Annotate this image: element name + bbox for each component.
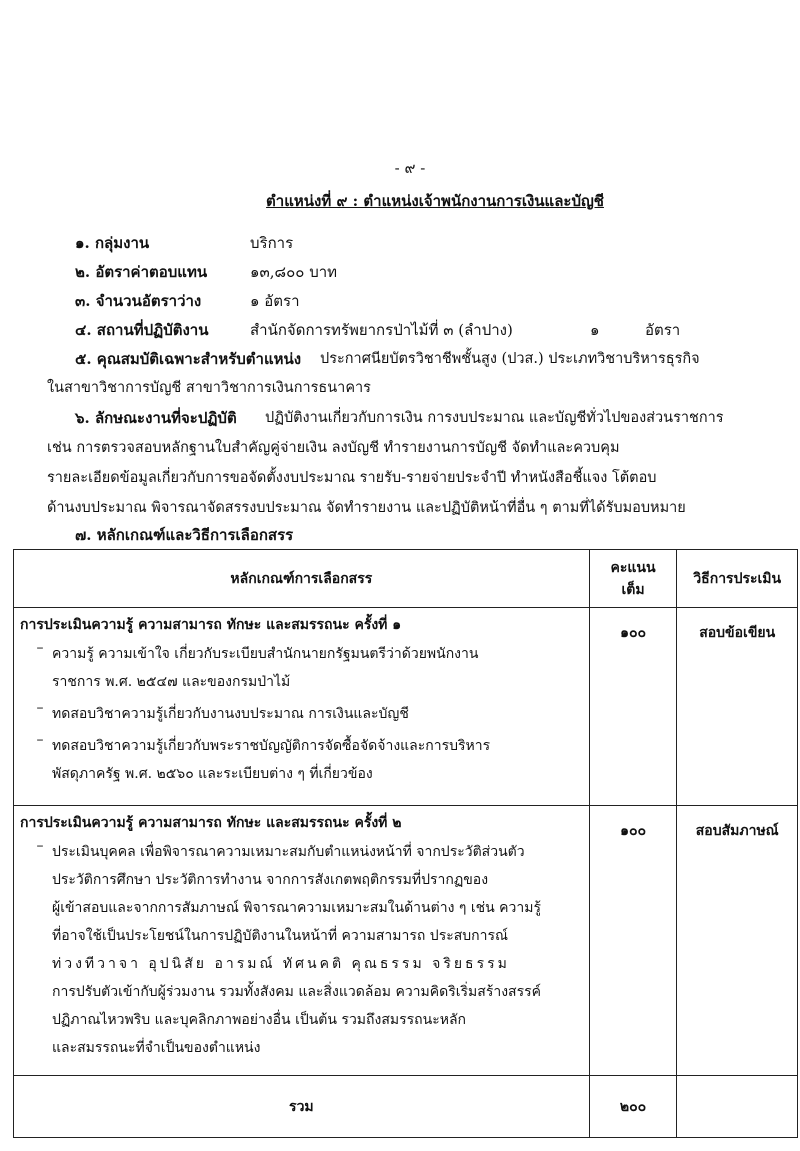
- qualification-label: ๕. คุณสมบัติเฉพาะสำหรับตำแหน่ง: [75, 350, 302, 368]
- header-criteria: หลักเกณฑ์การเลือกสรร: [14, 550, 590, 608]
- round2-line3: ผู้เข้าสอบและจากการสัมภาษณ์ พิจารณาความเหมาะสมในด้านต่าง ๆ เช่น ความรู้: [52, 900, 541, 916]
- table-total-row: [14, 1076, 798, 1138]
- total-method-empty: [677, 1076, 798, 1138]
- table-row: [14, 608, 798, 806]
- round2-method: สอบสัมภาษณ์: [677, 806, 798, 1076]
- round2-line6: การปรับตัวเข้ากับผู้ร่วมงาน รวมทั้งสังคม และสิ่งแวดล้อม ความคิดริเริ่มสร้างสรรค์: [52, 984, 541, 1000]
- round2-line2: ประวัติการศึกษา ประวัติการทำงาน จากการสังเกตพฤติกรรมที่ปรากฏของ: [52, 872, 489, 888]
- round2-line8: และสมรรถนะที่จำเป็นของตำแหน่ง: [52, 1040, 261, 1056]
- round1-item3-line2: พัสดุภาครัฐ พ.ศ. ๒๕๖๐ และระเบียบต่าง ๆ ที่เกี่ยวข้อง: [52, 766, 373, 782]
- duties-line4: ด้านงบประมาณ พิจารณาจัดสรรงบประมาณ จัดทำรายงาน และปฏิบัติหน้าที่อื่น ๆ ตามที่ได้รับมอบหมาย: [47, 500, 686, 516]
- round2-line5: ท่วงทีวาจา อุปนิสัย อารมณ์ ทัศนคติ คุณธรรม จริยธรรม: [52, 956, 510, 972]
- list-item: – ความรู้ ความเข้าใจ เกี่ยวกับระเบียบสำนักนายกรัฐมนตรีว่าด้วยพนักงาน ราชการ พ.ศ. ๒๕๔๗ และของกรมป่าไม้: [14, 638, 589, 698]
- round2-score: ๑๐๐: [589, 806, 677, 1076]
- header-score-line1: คะแนน: [610, 559, 656, 576]
- duties-line1: ปฏิบัติงานเกี่ยวกับการเงิน การงบประมาณ และบัญชีทั่วไปของส่วนราชการ: [265, 410, 724, 426]
- round1-item2-line1: ทดสอบวิชาความรู้เกี่ยวกับงานงบประมาณ การเงินและบัญชี: [52, 706, 409, 722]
- detail-label-compensation: ๒. อัตราค่าตอบแทน: [75, 263, 208, 281]
- round2-line7: ปฏิภาณไหวพริบ และบุคลิกภาพอย่างอื่น เป็นต้น รวมถึงสมรรถนะหลัก: [52, 1012, 467, 1028]
- header-method: วิธีการประเมิน: [677, 550, 798, 608]
- round2-line4: ที่อาจใช้เป็นประโยชน์ในการปฏิบัติงานในหน้าที่ ความสามารถ ประสบการณ์: [52, 928, 509, 944]
- workplace-unit: อัตรา: [645, 321, 681, 339]
- workplace-count: ๑: [590, 321, 600, 339]
- round1-item1-line1: ความรู้ ความเข้าใจ เกี่ยวกับระเบียบสำนักนายกรัฐมนตรีว่าด้วยพนักงาน: [52, 646, 479, 662]
- criteria-heading: ๗. หลักเกณฑ์และวิธีการเลือกสรร: [75, 526, 294, 544]
- list-item: – ทดสอบวิชาความรู้เกี่ยวกับงานงบประมาณ การเงินและบัญชี: [14, 698, 589, 730]
- duties-line3: รายละเอียดข้อมูลเกี่ยวกับการขอจัดตั้งงบประมาณ รายรับ-รายจ่ายประจำปี ทำหนังสือชี้แจง โต้ตอบ: [47, 470, 657, 486]
- qualification-line1: ประกาศนียบัตรวิชาชีพชั้นสูง (ปวส.) ประเภทวิชาบริหารธุรกิจ: [320, 351, 700, 367]
- workplace-value: สำนักจัดการทรัพยากรป่าไม้ที่ ๓ (ลำปาง): [250, 321, 513, 339]
- duties-label: ๖. ลักษณะงานที่จะปฏิบัติ: [75, 409, 237, 427]
- list-item: – ประเมินบุคคล เพื่อพิจารณาความเหมาะสมกับตำแหน่งหน้าที่ จากประวัติส่วนตัว ประวัติการศึกษา ประวัติการทำงาน จากการสังเกตพฤติกรรมที่ปรากฏของ ผู้เข้าสอบและจากการสัมภาษณ์ พิจารณาความเหมาะสมในด้านต่าง ๆ เช่น ความรู้ ที่อาจใช้เป็นประโยชน์ในการปฏิบัติงานในหน้าที่ ความสามารถ ประสบการณ์ ท่วงทีวาจา อุปนิสัย อารมณ์ ทัศนคติ คุณธรรม จริยธรรม การปรับตัวเข้ากับผู้ร่วมงาน รวมทั้งสังคม และสิ่งแวดล้อม ความคิดริเริ่มสร้างสรรค์ ปฏิภาณไหวพริบ และบุคลิกภาพอย่างอื่น เป็นต้น รวมถึงสมรรถนะหลัก และสมรรถนะที่จำเป็นของตำแหน่ง: [14, 836, 589, 1064]
- page-number: - ๙ -: [394, 159, 426, 177]
- header-score-line2: เต็ม: [621, 581, 645, 598]
- round2-line1: ประเมินบุคคล เพื่อพิจารณาความเหมาะสมกับตำแหน่งหน้าที่ จากประวัติส่วนตัว: [52, 844, 525, 860]
- round2-title: การประเมินความรู้ ความสามารถ ทักษะ และสมรรถนะ ครั้งที่ ๒: [20, 815, 402, 831]
- round1-criteria-cell: [14, 608, 590, 806]
- round2-criteria-cell: [14, 806, 590, 1076]
- list-item: – ทดสอบวิชาความรู้เกี่ยวกับพระราชบัญญัติการจัดซื้อจัดจ้างและการบริหาร พัสดุภาครัฐ พ.ศ. ๒๕๖๐ และระเบียบต่าง ๆ ที่เกี่ยวข้อง: [14, 730, 589, 790]
- criteria-table: [13, 549, 798, 1138]
- round1-item1-line2: ราชการ พ.ศ. ๒๕๔๗ และของกรมป่าไม้: [52, 674, 291, 690]
- detail-value-job-group: บริการ: [250, 234, 294, 252]
- total-score: ๒๐๐: [589, 1076, 677, 1138]
- round1-item3-line1: ทดสอบวิชาความรู้เกี่ยวกับพระราชบัญญัติการจัดซื้อจัดจ้างและการบริหาร: [52, 738, 491, 754]
- qualification-line2: ในสาขาวิชาการบัญชี สาขาวิชาการเงินการธนาคาร: [47, 380, 371, 396]
- table-row: [14, 806, 798, 1076]
- round1-method: สอบข้อเขียน: [677, 608, 798, 806]
- duties-line2: เช่น การตรวจสอบหลักฐานใบสำคัญคู่จ่ายเงิน ลงบัญชี ทำรายงานการบัญชี จัดทำและควบคุม: [47, 440, 620, 456]
- round1-score: ๑๐๐: [589, 608, 677, 806]
- detail-label-vacancies: ๓. จำนวนอัตราว่าง: [75, 292, 202, 310]
- detail-value-compensation: ๑๓,๘๐๐ บาท: [250, 263, 338, 281]
- header-full-score: [589, 550, 677, 608]
- total-label: รวม: [14, 1076, 590, 1138]
- position-title: ตำแหน่งที่ ๙ : ตำแหน่งเจ้าพนักงานการเงินและบัญชี: [266, 192, 604, 210]
- table-header-row: [14, 550, 798, 608]
- detail-value-vacancies: ๑ อัตรา: [250, 292, 300, 310]
- detail-label-job-group: ๑. กลุ่มงาน: [75, 234, 150, 252]
- workplace-label: ๔. สถานที่ปฏิบัติงาน: [75, 321, 209, 339]
- round1-title: การประเมินความรู้ ความสามารถ ทักษะ และสมรรถนะ ครั้งที่ ๑: [20, 617, 402, 633]
